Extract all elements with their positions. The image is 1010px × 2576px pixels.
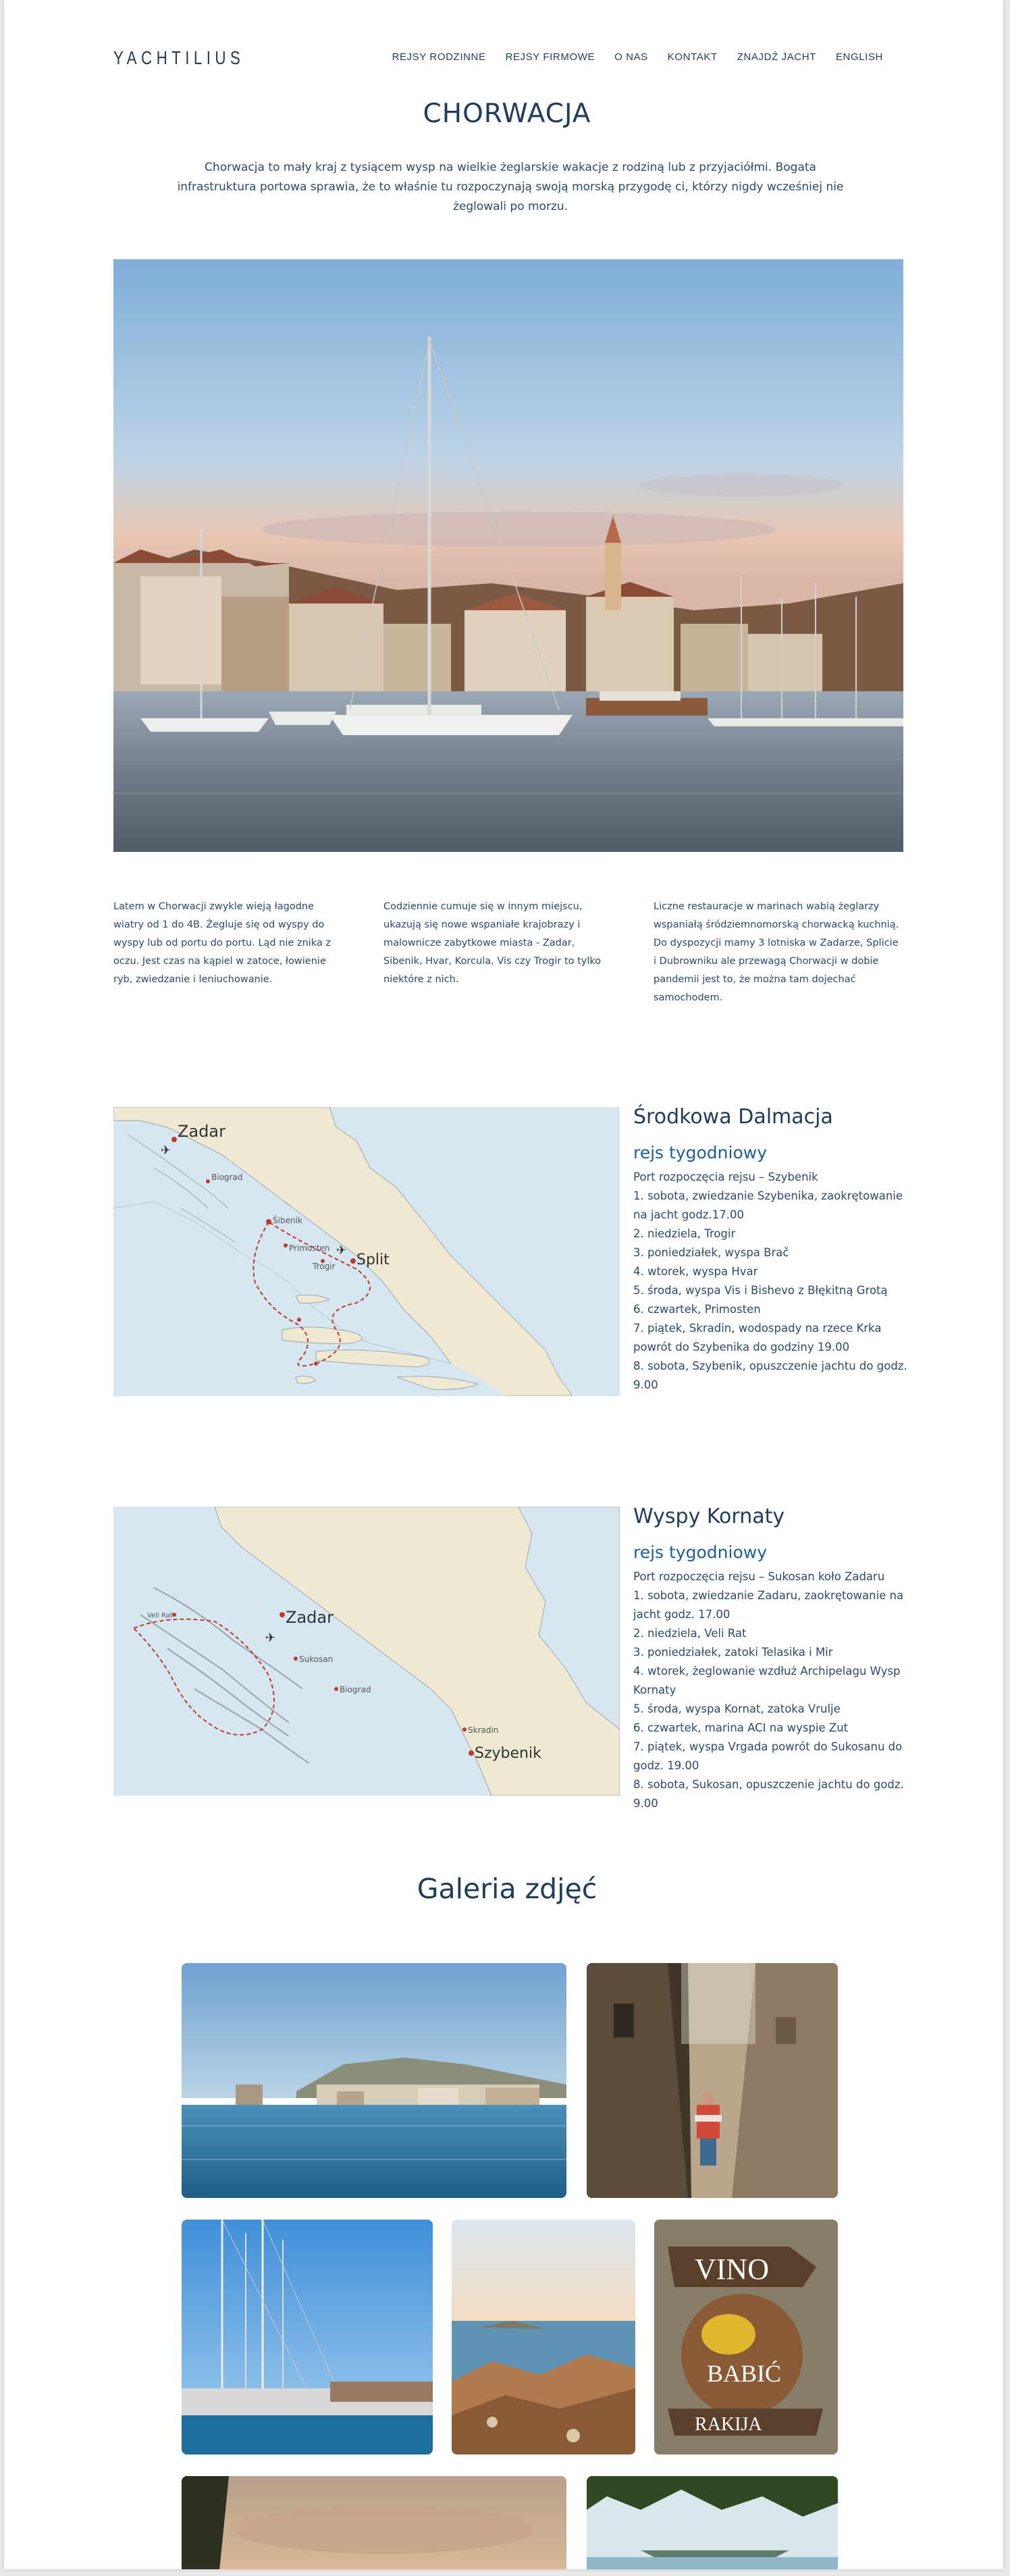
route-srodkowa-dalmacja	[113, 1104, 907, 1401]
page-intro: Chorwacja to mały kraj z tysiącem wysp na wielkie żeglarskie wakacje z rodziną lub z przyjaciółmi. Bogata infrastruktura portowa sprawia, że to właśnie tu rozpoczynają swoją morską przygodę ci, którzy nigdy wcześniej nie żeglowali po morzu.	[177, 161, 844, 213]
route-title: Środkowa Dalmacja	[633, 1105, 833, 1129]
itinerary-day: 8. sobota, Szybenik, opuszczenie jachtu do godz. 9.00	[633, 1360, 907, 1391]
itinerary-day: 3. poniedziałek, zatoki Telasika i Mir	[633, 1646, 833, 1659]
route-subtitle: rejs tygodniowy	[633, 1143, 767, 1162]
vino-sign-line3: RAKIJA	[695, 2414, 762, 2435]
vino-sign-line1: VINO	[695, 2253, 769, 2286]
itinerary-day: 7. piątek, wyspa Vrgada powrót do Sukosanu do godz. 19.00	[633, 1740, 903, 1772]
svg-text:✈: ✈	[265, 1631, 276, 1645]
svg-text:✈: ✈	[336, 1243, 347, 1258]
page-title: CHORWACJA	[423, 99, 591, 129]
gallery-image-harbor-town[interactable]	[182, 1963, 566, 2198]
route-wyspy-kornaty	[113, 1504, 904, 1810]
gallery-image-marina-masts[interactable]	[182, 2220, 433, 2454]
itinerary-day: 1. sobota, zwiedzanie Zadaru, zaokrętowanie na jacht godz. 17.00	[633, 1589, 904, 1621]
svg-text:Split: Split	[356, 1252, 390, 1268]
route-info-dalmacja	[633, 1104, 910, 1395]
nav-kontakt[interactable]: KONTAKT	[667, 51, 718, 63]
gallery-image-island-trees[interactable]	[587, 2476, 838, 2569]
svg-text:Szybenik: Szybenik	[475, 1745, 541, 1762]
gallery-image-old-alley[interactable]	[587, 1963, 838, 2198]
route-itinerary	[633, 1586, 910, 1813]
svg-text:Primosten: Primosten	[289, 1243, 330, 1253]
itinerary-day: 5. środa, wyspa Vis i Bishevo z Błękitną Grotą	[633, 1284, 888, 1297]
itinerary-day: 7. piątek, Skradin, wodospady na rzece Krka powrót do Szybenika do godziny 19.00	[633, 1322, 882, 1353]
itinerary-day: 1. sobota, zwiedzanie Szybenika, zaokrętowanie na jacht godz.17.00	[633, 1189, 903, 1221]
itinerary-day: 4. wtorek, żeglowanie wzdłuż Archipelagu Wysp Kornaty	[633, 1665, 901, 1696]
gallery-image-vino-sign[interactable]	[654, 2220, 838, 2454]
nav-znajdz-jacht[interactable]: ZNAJDŹ JACHT	[737, 51, 816, 63]
hero-photo	[113, 259, 903, 852]
svg-text:Biograd: Biograd	[211, 1173, 243, 1182]
route-start-port: Port rozpoczęcia rejsu – Szybenik	[633, 1171, 818, 1183]
svg-text:Šibenik: Šibenik	[273, 1216, 302, 1225]
svg-text:Skradin: Skradin	[468, 1725, 499, 1735]
route-start-port: Port rozpoczęcia rejsu – Sukosan koło Zadaru	[633, 1570, 885, 1583]
route-info-kornaty	[633, 1504, 910, 1813]
itinerary-day: 5. środa, wyspa Kornat, zatoka Vrulje	[633, 1702, 841, 1715]
info-column-weather: Latem w Chorwacji zwykle wieją łagodne wiatry od 1 do 4B. Żegluje się od wyspy do wyspy lub od portu do portu. Ląd nie znika z oczu. Jest czas na kąpiel w zatoce, łowienie ryb, zwiedzanie i leniuchowanie.	[113, 901, 331, 985]
itinerary-day: 2. niedziela, Trogir	[633, 1227, 736, 1240]
gallery-image-sunset[interactable]	[182, 2476, 566, 2569]
svg-text:Biograd: Biograd	[340, 1685, 371, 1694]
vino-sign-line2: BABIĆ	[707, 2360, 782, 2387]
itinerary-day: 6. czwartek, marina ACI na wyspie Zut	[633, 1721, 849, 1734]
main-nav	[392, 51, 883, 63]
svg-text:Zadar: Zadar	[178, 1122, 225, 1141]
svg-text:✈: ✈	[161, 1144, 171, 1158]
nav-rejsy-firmowe[interactable]: REJSY FIRMOWE	[505, 51, 595, 63]
nav-rejsy-rodzinne[interactable]: REJSY RODZINNE	[392, 51, 486, 63]
logo[interactable]: YACHTILIUS	[113, 47, 245, 68]
route-map-kornaty	[113, 1507, 620, 1796]
route-subtitle: rejs tygodniowy	[633, 1542, 767, 1562]
page	[4, 0, 1003, 2569]
svg-text:Zadar: Zadar	[286, 1608, 334, 1627]
info-column-towns: Codziennie cumuje się w innym miejscu, ukazują się nowe wspaniałe krajobrazy i malownicze zabytkowe miasta - Zadar, Sibenik, Hvar, Korcula, Vis czy Trogir to tylko niektóre z nich.	[383, 901, 602, 985]
itinerary-day: 4. wtorek, wyspa Hvar	[633, 1265, 758, 1278]
route-map-dalmacja	[113, 1107, 620, 1396]
route-title: Wyspy Kornaty	[633, 1505, 785, 1528]
itinerary-day: 3. poniedziałek, wyspa Brač	[633, 1246, 789, 1259]
route-itinerary	[633, 1187, 910, 1395]
itinerary-day: 8. sobota, Sukosan, opuszczenie jachtu do godz. 9.00	[633, 1778, 904, 1810]
gallery-title: Galeria zdjęć	[417, 1873, 597, 1905]
gallery-image-rocky-coast[interactable]	[452, 2220, 635, 2454]
nav-o-nas[interactable]: O NAS	[614, 51, 648, 63]
nav-english[interactable]: ENGLISH	[835, 51, 883, 63]
svg-text:Trogir: Trogir	[313, 1262, 336, 1271]
itinerary-day: 6. czwartek, Primosten	[633, 1303, 761, 1316]
svg-text:Veli Rat: Veli Rat	[147, 1612, 173, 1619]
svg-text:Sukosan: Sukosan	[299, 1655, 334, 1664]
itinerary-day: 2. niedziela, Veli Rat	[633, 1627, 747, 1640]
info-column-cuisine: Liczne restauracje w marinach wabią żeglarzy wspaniałą śródziemnomorską chorwacką kuchnią. Do dyspozycji mamy 3 lotniska w Zadarze, Splicie i Dubrowniku ale przewagą Chorwacji w dobie pandemii jest to, że można tam dojechać samochodem.	[654, 901, 899, 1003]
